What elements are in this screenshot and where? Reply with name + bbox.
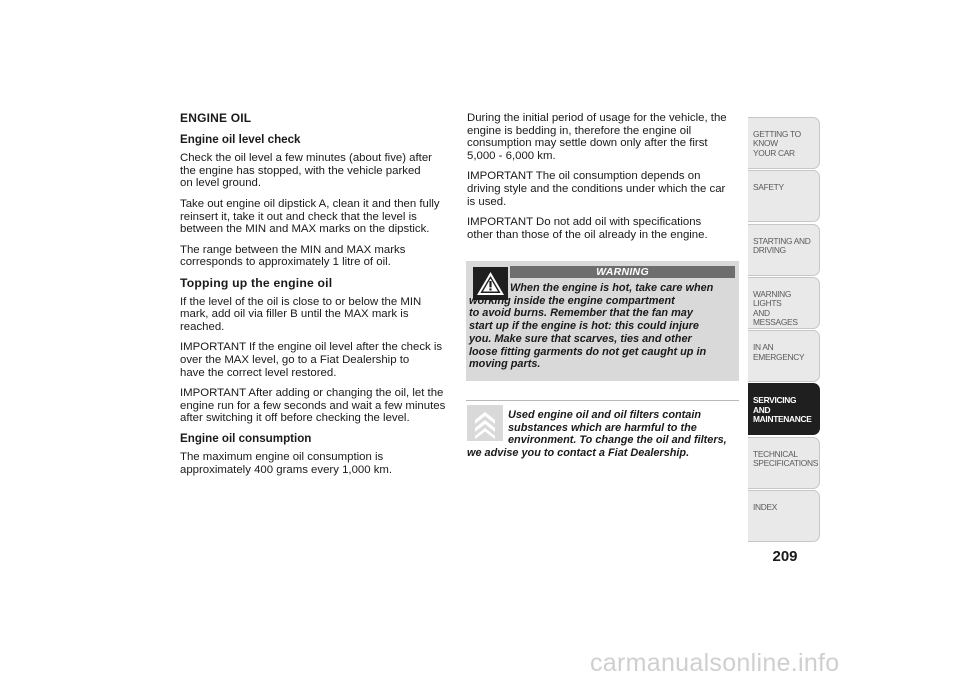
tab-safety[interactable]: SAFETY: [748, 170, 820, 222]
oil-level-paragraph-1: Check the oil level a few minutes (about five) after the engine has stopped, with the vehicle parked on level ground.: [180, 152, 432, 190]
environment-note: [467, 409, 741, 460]
tab-in-an-emergency[interactable]: IN AN EMERGENCY: [748, 330, 820, 382]
environment-note-indented: Used engine oil and oil filters contain substances which are harmful to the environment. To change the oil and filters,: [508, 409, 727, 447]
consumption-paragraph: The maximum engine oil consumption is approximately 400 grams every 1,000 km.: [180, 451, 393, 477]
page-number: 209: [772, 548, 798, 565]
environment-note-last-line: we advise you to contact a Fiat Dealership.: [467, 447, 690, 460]
warning-remaining-text: working inside the engine compartment to avoid burns. Remember that the fan may start up if the engine is hot: this could injure you. Make sure that scarves, ties and other loose fitting garments do not get caught up in moving parts.: [469, 294, 707, 371]
oil-level-paragraph-2: Take out engine oil dipstick A, clean it and then fully reinsert it, take it out and check that the level is between the MIN and MAX marks on the dipstick.: [180, 197, 440, 236]
tab-getting-to-know-your-car[interactable]: GETTING TO KNOW YOUR CAR: [748, 117, 820, 169]
left-column: [180, 112, 460, 485]
warning-first-line: When the engine is hot, take care when: [510, 282, 714, 294]
warning-box: [466, 261, 739, 381]
consumption-heading: Engine oil consumption: [180, 431, 312, 445]
topping-up-paragraph-2: IMPORTANT If the engine oil level after the check is over the MAX level, go to a Fiat Dealership to have the correct level restored.: [180, 341, 443, 379]
topping-up-heading: Topping up the engine oil: [180, 275, 333, 290]
watermark: carmanualsonline.info: [590, 649, 840, 677]
oil-level-heading: Engine oil level check: [180, 132, 301, 146]
tab-servicing-and-maintenance[interactable]: SERVICING AND MAINTENANCE: [748, 383, 820, 435]
consumption-important-paragraph: IMPORTANT The oil consumption depends on driving style and the conditions under which the car is used.: [467, 170, 726, 208]
tab-index[interactable]: INDEX: [748, 490, 820, 542]
section-title: ENGINE OIL: [180, 111, 252, 125]
chapter-tabs: [748, 117, 820, 543]
topping-up-paragraph-3: IMPORTANT After adding or changing the oil, let the engine run for a few seconds and wait a few minutes after switching it off before checking the level.: [180, 387, 446, 425]
warning-label: WARNING: [510, 266, 735, 278]
tab-starting-and-driving[interactable]: STARTING AND DRIVING: [748, 224, 820, 276]
oil-level-paragraph-3: The range between the MIN and MAX marks corresponds to approximately 1 litre of oil.: [180, 243, 406, 269]
tab-warning-lights-and-messages[interactable]: WARNING LIGHTS AND MESSAGES: [748, 277, 820, 329]
tab-technical-specifications[interactable]: TECHNICAL SPECIFICATIONS: [748, 437, 820, 489]
environment-divider: [466, 400, 739, 401]
topping-up-paragraph-1: If the level of the oil is close to or below the MIN mark, add oil via filler B until the MAX mark is reached.: [180, 295, 422, 333]
specification-important-paragraph: IMPORTANT Do not add oil with specifications other than those of the oil already in the engine.: [467, 216, 708, 241]
bedding-in-paragraph: During the initial period of usage for the vehicle, the engine is bedding in, therefore the engine oil consumption may settle down only after the first 5,000 - 6,000 km.: [467, 112, 727, 162]
warning-text: [469, 282, 737, 371]
right-column: [467, 112, 741, 249]
